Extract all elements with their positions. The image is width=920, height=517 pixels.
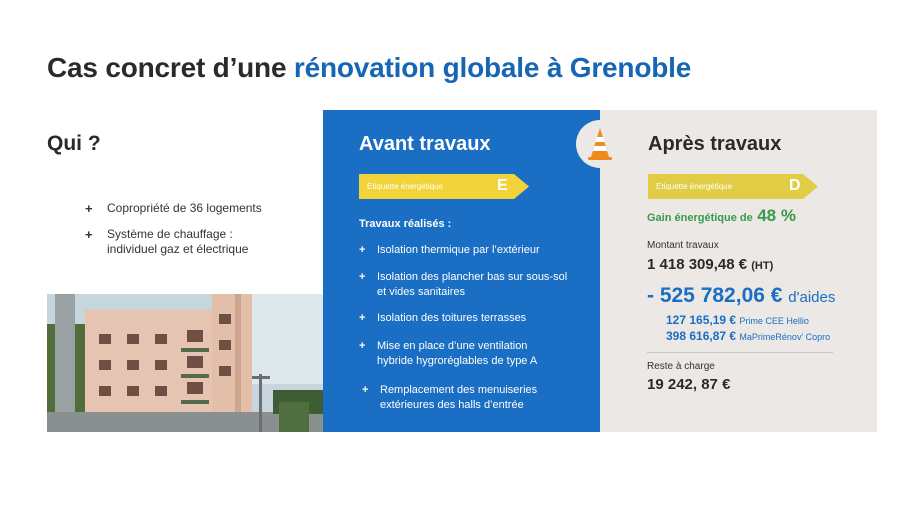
page-title xyxy=(47,52,691,84)
works-item: + Isolation des toitures terrasses xyxy=(359,312,527,324)
plus-icon: + xyxy=(359,271,366,283)
reste-label: Reste à charge xyxy=(647,361,715,372)
title-highlight: rénovation globale à Grenoble xyxy=(293,52,692,83)
building-photo xyxy=(47,294,323,432)
energy-label-text: Etiquette énergétique xyxy=(367,182,444,191)
montant-label: Montant travaux xyxy=(647,240,719,251)
plus-icon: + xyxy=(359,244,366,256)
avant-travaux-panel xyxy=(323,110,600,432)
apres-travaux-panel xyxy=(600,110,877,432)
energy-label-text: Etiquette énergétique xyxy=(656,182,733,191)
works-title: Travaux réalisés : xyxy=(359,218,452,230)
plus-icon: + xyxy=(85,201,93,216)
avant-heading: Avant travaux xyxy=(359,133,491,155)
qui-heading: Qui ? xyxy=(47,132,101,155)
energy-label-avant xyxy=(359,174,529,199)
plus-icon: + xyxy=(359,312,366,324)
works-item: + Mise en place d’une ventilation hybride hygroréglables de type A xyxy=(359,340,538,367)
works-item: + Isolation thermique par l’extérieur xyxy=(359,244,540,256)
plus-icon: + xyxy=(362,384,369,396)
works-item: + Remplacement des menuiseries extérieures des halls d’entrée xyxy=(362,384,538,411)
reste-value: 19 242, 87 € xyxy=(647,376,731,393)
energy-letter: E xyxy=(497,177,508,194)
plus-icon: + xyxy=(359,340,366,352)
qui-bullet-1: + Copropriété de 36 logements xyxy=(85,201,262,216)
energy-label-apres xyxy=(648,174,818,199)
aides-total: - 525 782,06 € d'aides xyxy=(647,284,836,307)
aide-maprimerenov: 398 616,87 € MaPrimeRénov’ Copro xyxy=(666,329,831,343)
works-item: + Isolation des plancher bas sur sous-sol et vides sanitaires xyxy=(359,271,568,298)
apres-heading: Après travaux xyxy=(648,133,782,155)
title-text: Cas concret d’une xyxy=(47,52,294,83)
aide-cee: 127 165,19 € Prime CEE Hellio xyxy=(666,313,809,327)
plus-icon: + xyxy=(85,227,93,242)
qui-bullet-2: + Système de chauffage : individuel gaz et électrique xyxy=(85,227,249,256)
divider xyxy=(647,352,833,353)
cone-badge xyxy=(576,120,624,168)
gain-energetique: Gain énergétique de 48 % xyxy=(647,206,796,225)
traffic-cone-icon xyxy=(576,120,624,168)
energy-letter: D xyxy=(789,177,801,194)
montant-value: 1 418 309,48 € (HT) xyxy=(647,256,774,273)
